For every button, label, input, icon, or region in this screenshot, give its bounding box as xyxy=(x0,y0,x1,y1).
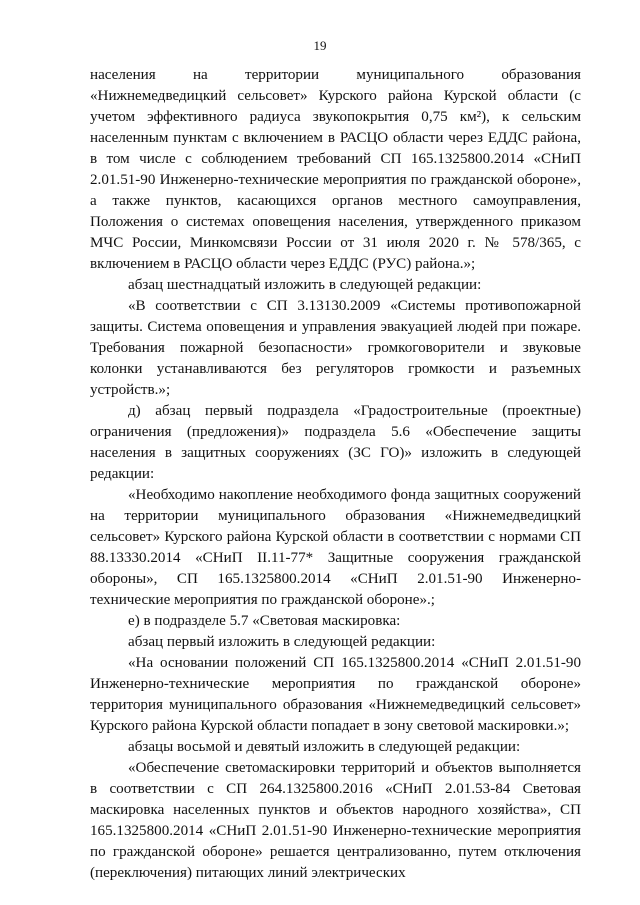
document-body xyxy=(90,65,581,884)
page-number: 19 xyxy=(313,38,327,53)
paragraph: «На основании положений СП 165.1325800.2014 «СНиП 2.01.51-90 Инженерно-технические мероприятия по гражданской обороне» территория муниципального образования «Нижнемедведицкий сельсовет» Курского района Курской области попадает в зону световой маскировки.»; xyxy=(90,655,581,734)
paragraph: е) в подразделе 5.7 «Световая маскировка: xyxy=(128,613,401,629)
paragraph: «В соответствии с СП 3.13130.2009 «Системы противопожарной защиты. Система оповещения и управления эвакуацией людей при пожаре. Требования пожарной безопасности» громкоговорители и звуковые колонки устанавливаются без регуляторов громкости и разъемных устройств.»; xyxy=(90,298,581,398)
paragraph: абзацы восьмой и девятый изложить в следующей редакции: xyxy=(128,739,521,755)
paragraph: населения на территории муниципального образования «Нижнемедведицкий сельсовет» Курского района Курской области (с учетом эффективного радиуса звукопокрытия 0,75 км²), к сельским населенным пунктам с включением в РАСЦО области через ЕДДС района, в том числе с соблюдением требований СП 165.1325800.2014 «СНиП 2.01.51-90 Инженерно-технические мероприятия по гражданской обороне», а также пунктов, касающихся органов местного самоуправления, Положения о системах оповещения населения, утвержденного приказом МЧС России, Минкомсвязи России от 31 июля 2020 г. № 578/365, с включением в РАСЦО области через ЕДДС (РУС) района.»; xyxy=(90,67,581,272)
paragraph: абзац шестнадцатый изложить в следующей редакции: xyxy=(128,277,482,293)
paragraph: д) абзац первый подраздела «Градостроительные (проектные) ограничения (предложения)» подраздела 5.6 «Обеспечение защиты населения в защитных сооружениях (ЗС ГО)» изложить в следующей редакции: xyxy=(90,403,581,482)
paragraph: «Необходимо накопление необходимого фонда защитных сооружений на территории муниципального образования «Нижнемедведицкий сельсовет» Курского района Курской области в соответствии с нормами СП 88.13330.2014 «СНиП II.11-77* Защитные сооружения гражданской обороны», СП 165.1325800.2014 «СНиП 2.01.51-90 Инженерно-технические мероприятия по гражданской обороне».; xyxy=(90,487,581,608)
paragraph: «Обеспечение светомаскировки территорий и объектов выполняется в соответствии с СП 264.1325800.2016 «СНиП 2.01.53-84 Световая маскировка населенных пунктов и объектов народного хозяйства», СП 165.1325800.2014 «СНиП 2.01.51-90 Инженерно-технические мероприятия по гражданской обороне» решается централизованно, путем отключения (переключения) питающих линий электрических xyxy=(90,760,581,881)
paragraph: абзац первый изложить в следующей редакции: xyxy=(128,634,436,650)
